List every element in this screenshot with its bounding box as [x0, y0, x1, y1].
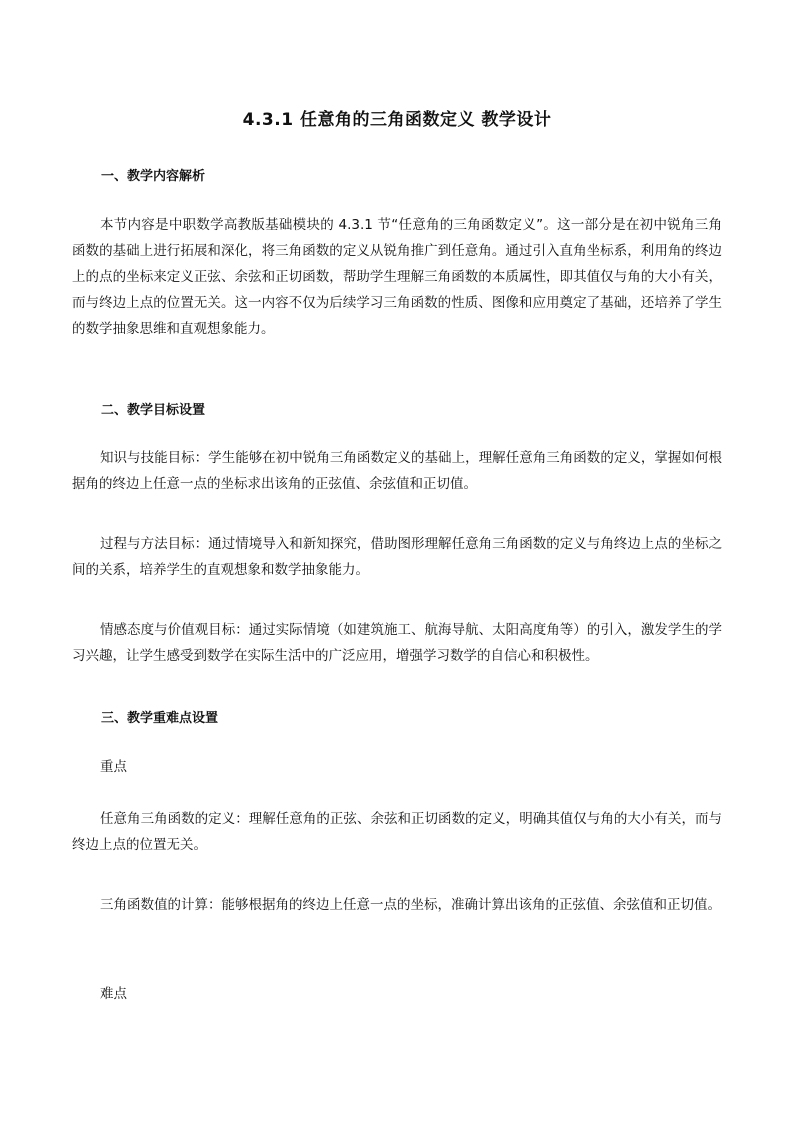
key-points-label: 重点 — [100, 759, 127, 775]
paragraph-emotion-value-goal: 情感态度与价值观目标：通过实际情境（如建筑施工、航海导航、太阳高度角等）的引入，激发学生的学习兴趣，让学生感受到数学在实际生活中的广泛应用，增强学习数学的自信心和积极性。 — [72, 622, 722, 664]
section-heading-teaching-goals: 二、教学目标设置 — [101, 403, 206, 418]
difficult-points-label: 难点 — [100, 986, 127, 1002]
section-heading-key-difficult-points: 三、教学重难点设置 — [101, 711, 219, 726]
paragraph-process-method-goal: 过程与方法目标：通过情境导入和新知探究，借助图形理解任意角三角函数的定义与角终边上点的坐标之间的关系，培养学生的直观想象和数学抽象能力。 — [72, 536, 722, 578]
paragraph-key-definition: 任意角三角函数的定义：理解任意角的正弦、余弦和正切函数的定义，明确其值仅与角的大小有关，而与终边上点的位置无关。 — [72, 811, 722, 853]
paragraph-content-analysis: 本节内容是中职数学高教版基础模块的 4.3.1 节“任意角的三角函数定义”。这一部分是在初中锐角三角函数的基础上进行拓展和深化，将三角函数的定义从锐角推广到任意角。通过引入直角坐标系，利用角的终边上的点的坐标来定义正弦、余弦和正切函数，帮助学生理解三角函数的本质属性，即其值仅与角的大小有关，而与终边上点的位置无关。这一内容不仅为后续学习三角函数的性质、图像和应用奠定了基础，还培养了学生的数学抽象思维和直观想象能力。 — [72, 217, 722, 337]
document-title: 4.3.1 任意角的三角函数定义 教学设计 — [242, 110, 552, 130]
paragraph-knowledge-skill-goal: 知识与技能目标：学生能够在初中锐角三角函数定义的基础上，理解任意角三角函数的定义，掌握如何根据角的终边上任意一点的坐标求出该角的正弦值、余弦值和正切值。 — [72, 450, 722, 492]
section-heading-content-analysis: 一、教学内容解析 — [101, 169, 206, 184]
paragraph-key-calculation: 三角函数值的计算：能够根据角的终边上任意一点的坐标，准确计算出该角的正弦值、余弦值和正切值。 — [100, 897, 721, 913]
